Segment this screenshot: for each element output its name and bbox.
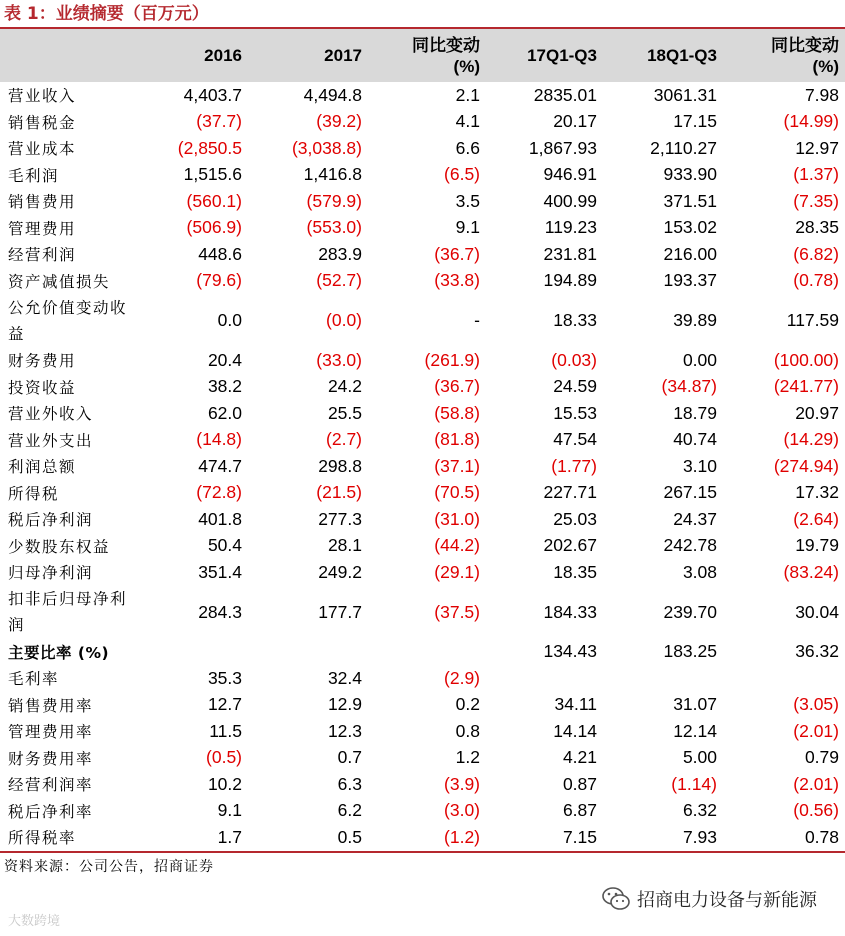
cell-value: 946.91 <box>543 164 597 185</box>
cell-value: 351.4 <box>198 561 242 582</box>
table-row <box>0 215 845 242</box>
cell-value: 3.08 <box>682 561 717 582</box>
table-row <box>0 639 845 666</box>
cell-value: 0.78 <box>804 826 839 847</box>
column-header: 同比变动 (%) <box>368 29 486 82</box>
cell-value: (1.2) <box>444 826 480 847</box>
cell-value <box>248 639 368 666</box>
cell-value: 9.1 <box>217 800 242 821</box>
row-label: 毛利润 <box>8 166 60 185</box>
cell-value: 7.93 <box>682 826 717 847</box>
cell-value: (2.01) <box>793 773 839 794</box>
cell-value: (2.7) <box>326 429 362 450</box>
cell-value: 12.7 <box>207 694 242 715</box>
cell-value: (36.7) <box>434 376 480 397</box>
cell-value: (506.9) <box>186 217 242 238</box>
cell-value: 0.79 <box>804 747 839 768</box>
cell-value: 1,416.8 <box>303 164 362 185</box>
cell-value: 17.15 <box>673 111 717 132</box>
cell-value: (33.0) <box>316 349 362 370</box>
cell-value: 4.21 <box>562 747 597 768</box>
row-label: 财务费用率 <box>8 749 94 768</box>
table-row <box>0 109 845 136</box>
cell-value: 400.99 <box>543 190 597 211</box>
cell-value: (0.56) <box>793 800 839 821</box>
cell-value: (2.9) <box>444 667 480 688</box>
cell-value: (79.6) <box>196 270 242 291</box>
cell-value: (37.1) <box>434 455 480 476</box>
table-row <box>0 559 845 586</box>
cell-value: 24.37 <box>673 508 717 529</box>
row-label: 投资收益 <box>8 378 77 397</box>
row-label: 销售费用率 <box>8 696 94 715</box>
cell-value <box>723 665 845 692</box>
cell-value: 4,403.7 <box>183 84 242 105</box>
column-header: 同比变动 (%) <box>723 29 845 82</box>
cell-value: 25.5 <box>327 402 362 423</box>
cell-value: (44.2) <box>434 535 480 556</box>
row-label: 税后净利润 <box>8 511 94 530</box>
cell-value: 249.2 <box>318 561 362 582</box>
cell-value: (72.8) <box>196 482 242 503</box>
table-row <box>0 665 845 692</box>
cell-value: (1.37) <box>793 164 839 185</box>
row-label: 毛利率 <box>8 670 60 689</box>
cell-value: (560.1) <box>186 190 242 211</box>
cell-value: 277.3 <box>318 508 362 529</box>
cell-value: 32.4 <box>327 667 362 688</box>
cell-value: (14.99) <box>783 111 839 132</box>
column-header: 18Q1-Q3 <box>603 29 723 82</box>
bottom-rule <box>0 851 845 853</box>
row-label: 财务费用 <box>8 352 77 371</box>
table-row <box>0 82 845 109</box>
table-row <box>0 294 845 347</box>
cell-value: 933.90 <box>663 164 717 185</box>
cell-value: (241.77) <box>773 376 839 397</box>
cell-value: (3.05) <box>793 694 839 715</box>
cell-value: 4.1 <box>455 111 480 132</box>
row-label: 营业外收入 <box>8 405 94 424</box>
cell-value: 10.2 <box>207 773 242 794</box>
cell-value: 177.7 <box>318 601 362 622</box>
cell-value: 184.33 <box>543 601 597 622</box>
column-header: 2016 <box>138 29 248 82</box>
cell-value: 1,515.6 <box>183 164 242 185</box>
table-row <box>0 374 845 401</box>
brand-name: 招商电力设备与新能源 <box>637 890 817 911</box>
table-row <box>0 135 845 162</box>
cell-value: 474.7 <box>198 455 242 476</box>
cell-value: 50.4 <box>207 535 242 556</box>
cell-value: (37.7) <box>196 111 242 132</box>
cell-value: (0.0) <box>326 310 362 330</box>
cell-value: 31.07 <box>673 694 717 715</box>
cell-value: 231.81 <box>543 243 597 264</box>
cell-value: (31.0) <box>434 508 480 529</box>
cell-value: 1.2 <box>455 747 480 768</box>
column-header: 17Q1-Q3 <box>486 29 603 82</box>
cell-value: (6.5) <box>444 164 480 185</box>
cell-value: 47.54 <box>553 429 597 450</box>
table-row <box>0 268 845 295</box>
row-label: 税后净利率 <box>8 802 94 821</box>
source-note: 资料来源：公司公告，招商证券 <box>4 859 214 875</box>
header-row <box>0 29 845 82</box>
cell-value: 12.9 <box>327 694 362 715</box>
cell-value: 36.32 <box>795 641 839 662</box>
cell-value: 18.79 <box>673 402 717 423</box>
row-label: 营业收入 <box>8 87 77 106</box>
cell-value: 38.2 <box>207 376 242 397</box>
cell-value: (33.8) <box>434 270 480 291</box>
cell-value: 298.8 <box>318 455 362 476</box>
table-row <box>0 586 845 639</box>
row-label: 所得税 <box>8 484 60 503</box>
cell-value: 0.7 <box>337 747 362 768</box>
table-row <box>0 453 845 480</box>
cell-value: (83.24) <box>783 561 839 582</box>
cell-value: (58.8) <box>434 402 480 423</box>
table-title: 表 1：业绩摘要（百万元） <box>4 4 209 24</box>
table-row <box>0 347 845 374</box>
cell-value: (0.03) <box>551 349 597 370</box>
cell-value: 17.32 <box>795 482 839 503</box>
cell-value: 18.33 <box>553 310 597 330</box>
cell-value: 239.70 <box>663 601 717 622</box>
row-label: 营业外支出 <box>8 431 94 450</box>
cell-value: 153.02 <box>663 217 717 238</box>
row-label: 经营利润 <box>8 246 77 265</box>
cell-value: (3.9) <box>444 773 480 794</box>
cell-value: (3,038.8) <box>291 137 362 158</box>
table-row <box>0 480 845 507</box>
cell-value: (34.87) <box>661 376 717 397</box>
cell-value: 7.98 <box>804 84 839 105</box>
cell-value: (6.82) <box>793 243 839 264</box>
table-row <box>0 506 845 533</box>
column-header: 2017 <box>248 29 368 82</box>
cell-value: 1.7 <box>217 826 242 847</box>
cell-value: 0.8 <box>455 720 480 741</box>
row-label: 所得税率 <box>8 829 77 848</box>
cell-value: 216.00 <box>663 243 717 264</box>
row-label: 销售税金 <box>8 113 77 132</box>
cell-value: 194.89 <box>543 270 597 291</box>
cell-value: (2,850.5 <box>177 137 242 158</box>
cell-value: 24.2 <box>327 376 362 397</box>
cell-value: 12.97 <box>795 137 839 158</box>
cell-value: (0.78) <box>793 270 839 291</box>
table-row <box>0 692 845 719</box>
cell-value: 3.5 <box>455 190 480 211</box>
cell-value: 25.03 <box>553 508 597 529</box>
cell-value: 28.1 <box>327 535 362 556</box>
cell-value: 34.11 <box>554 694 597 715</box>
cell-value: (3.0) <box>444 800 480 821</box>
cell-value: 18.35 <box>553 561 597 582</box>
cell-value: (553.0) <box>306 217 362 238</box>
cell-value: (37.5) <box>434 601 480 622</box>
cell-value: 19.79 <box>795 535 839 556</box>
column-header <box>0 29 138 82</box>
cell-value: 183.25 <box>663 641 717 662</box>
cell-value: 0.5 <box>337 826 362 847</box>
cell-value: 12.14 <box>673 720 717 741</box>
cell-value: 20.97 <box>795 402 839 423</box>
table-row <box>0 427 845 454</box>
cell-value: (274.94) <box>773 455 839 476</box>
cell-value: 0.0 <box>217 310 242 330</box>
cell-value: 30.04 <box>795 601 839 622</box>
table-body <box>0 82 845 851</box>
wechat-icon <box>601 886 631 912</box>
cell-value: 448.6 <box>198 243 242 264</box>
row-label: 管理费用率 <box>8 723 94 742</box>
table-row <box>0 188 845 215</box>
cell-value: 242.78 <box>663 535 717 556</box>
table-row <box>0 745 845 772</box>
row-label: 公允价值变动收益 <box>8 298 128 343</box>
cell-value: 9.1 <box>455 217 480 238</box>
cell-value: 6.32 <box>682 800 717 821</box>
cell-value: (0.5) <box>206 747 242 768</box>
cell-value: - <box>474 310 480 330</box>
cell-value: 0.2 <box>455 694 480 715</box>
cell-value: 0.00 <box>682 349 717 370</box>
cell-value: 5.00 <box>682 747 717 768</box>
cell-value: (39.2) <box>316 111 362 132</box>
cell-value: (81.8) <box>434 429 480 450</box>
cell-value: 202.67 <box>543 535 597 556</box>
cell-value: 227.71 <box>543 482 597 503</box>
cell-value: (36.7) <box>434 243 480 264</box>
cell-value: 11.5 <box>209 720 242 741</box>
cell-value: 0.87 <box>562 773 597 794</box>
cell-value: 2,110.27 <box>650 137 717 158</box>
cell-value: (70.5) <box>434 482 480 503</box>
cell-value: (1.14) <box>671 773 717 794</box>
table-row <box>0 771 845 798</box>
cell-value: (1.77) <box>551 455 597 476</box>
cell-value: (7.35) <box>793 190 839 211</box>
cell-value: 24.59 <box>553 376 597 397</box>
cell-value: 28.35 <box>795 217 839 238</box>
table-row <box>0 400 845 427</box>
row-label: 管理费用 <box>8 219 77 238</box>
cell-value: 6.2 <box>337 800 362 821</box>
cell-value <box>486 665 603 692</box>
cell-value: 401.8 <box>198 508 242 529</box>
cell-value: (52.7) <box>316 270 362 291</box>
cell-value <box>603 665 723 692</box>
cell-value: (2.01) <box>793 720 839 741</box>
row-label: 资产减值损失 <box>8 272 111 291</box>
cell-value: (2.64) <box>793 508 839 529</box>
row-label: 少数股东权益 <box>8 537 111 556</box>
cell-value: 119.23 <box>544 217 597 238</box>
cell-value: 35.3 <box>207 667 242 688</box>
cell-value: 20.17 <box>553 111 597 132</box>
row-label: 归母净利润 <box>8 564 94 583</box>
table-row <box>0 718 845 745</box>
cell-value: 6.3 <box>337 773 362 794</box>
cell-value: (14.8) <box>196 429 242 450</box>
cell-value: 6.6 <box>455 137 480 158</box>
cell-value: 371.51 <box>663 190 717 211</box>
cell-value: (579.9) <box>306 190 362 211</box>
cell-value: 14.14 <box>553 720 597 741</box>
brand-signature <box>601 886 817 912</box>
cell-value: (14.29) <box>783 429 839 450</box>
row-label: 利润总额 <box>8 458 77 477</box>
cell-value: 283.9 <box>318 243 362 264</box>
cell-value: 39.89 <box>673 310 717 330</box>
cell-value: 15.53 <box>553 402 597 423</box>
cell-value: 134.43 <box>543 641 597 662</box>
cell-value: 193.37 <box>663 270 717 291</box>
table-row <box>0 824 845 851</box>
cell-value: 2.1 <box>455 84 480 105</box>
row-label: 经营利润率 <box>8 776 94 795</box>
table-row <box>0 241 845 268</box>
cell-value: (29.1) <box>434 561 480 582</box>
cell-value: 267.15 <box>663 482 717 503</box>
cell-value: 117.59 <box>786 310 839 330</box>
cell-value: 7.15 <box>562 826 597 847</box>
row-label: 扣非后归母净利润 <box>8 590 128 634</box>
cell-value: 2835.01 <box>533 84 597 105</box>
table-row <box>0 162 845 189</box>
cell-value: (261.9) <box>424 349 480 370</box>
cell-value: 40.74 <box>673 429 717 450</box>
cell-value: 4,494.8 <box>303 84 362 105</box>
table-row <box>0 798 845 825</box>
cell-value: 1,867.93 <box>528 137 597 158</box>
cell-value: 62.0 <box>207 402 242 423</box>
cell-value: 3.10 <box>682 455 717 476</box>
cell-value: 20.4 <box>207 349 242 370</box>
cell-value: (21.5) <box>316 482 362 503</box>
cell-value: 6.87 <box>562 800 597 821</box>
cell-value <box>368 639 486 666</box>
cell-value: (100.00) <box>773 349 839 370</box>
row-label: 主要比率 (%) <box>8 643 110 662</box>
row-label: 营业成本 <box>8 140 77 159</box>
cell-value: 284.3 <box>198 601 242 622</box>
table-row <box>0 533 845 560</box>
cell-value: 12.3 <box>327 720 362 741</box>
cell-value <box>138 639 248 666</box>
summary-table <box>0 29 845 851</box>
watermark: 大数跨境 <box>8 914 61 929</box>
row-label: 销售费用 <box>8 193 77 212</box>
cell-value: 3061.31 <box>653 84 717 105</box>
